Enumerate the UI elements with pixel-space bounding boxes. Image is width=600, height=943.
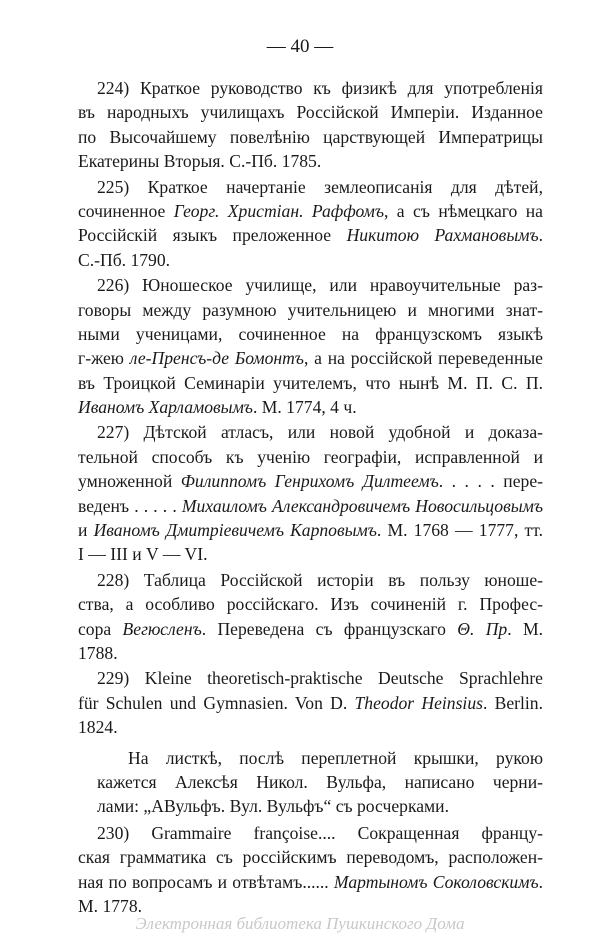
italic-name-text: ле-Пренсъ-де Бомонтъ bbox=[129, 348, 304, 369]
text-segment: На листкѣ, послѣ переплетной крышки, рукою bbox=[128, 747, 543, 768]
italic-name-text: Никитою Рахмановымъ bbox=[346, 225, 539, 246]
text-line bbox=[78, 592, 543, 616]
italic-name-text: Иваномъ Харламовымъ bbox=[78, 397, 253, 418]
text-line bbox=[78, 298, 543, 322]
text-segment: и bbox=[78, 520, 94, 541]
handwritten-note-paragraph bbox=[78, 746, 543, 819]
bibliography-entry bbox=[78, 666, 543, 739]
text-line bbox=[78, 175, 543, 199]
text-line bbox=[78, 518, 543, 542]
text-segment: ства, а особливо россійскаго. Изъ сочиненій г. Профес- bbox=[78, 594, 543, 615]
bibliography-entry bbox=[78, 175, 543, 273]
text-segment: умноженной bbox=[78, 471, 181, 492]
text-segment: веденъ . . . . . bbox=[78, 495, 182, 516]
text-line bbox=[78, 845, 543, 869]
text-segment: въ народныхъ училищахъ Россійской Имперіи. Изданное bbox=[78, 102, 543, 123]
text-segment: ными ученицами, сочиненное на французскомъ языкѣ bbox=[78, 323, 543, 344]
text-line bbox=[78, 746, 543, 770]
italic-name-text: Иваномъ Дмитріевичемъ Карповымъ bbox=[93, 520, 377, 541]
text-segment: тельной способъ къ ученію географіи, исправленной и bbox=[78, 446, 543, 467]
text-line bbox=[78, 641, 543, 665]
text-line bbox=[78, 445, 543, 469]
italic-name-text: Θ. Пр bbox=[457, 618, 508, 639]
text-line bbox=[78, 125, 543, 149]
italic-name-text: Theodor Heinsius bbox=[354, 692, 483, 713]
text-line bbox=[78, 273, 543, 297]
text-segment: . Переведена съ французскаго bbox=[201, 618, 458, 639]
text-line bbox=[78, 149, 543, 173]
text-segment: 227) Дѣтской атласъ, или новой удобной и доказа- bbox=[97, 422, 543, 443]
text-segment: сочиненное bbox=[78, 200, 174, 221]
text-segment: ская грамматика съ россійскимъ переводомъ, расположен- bbox=[78, 847, 543, 868]
text-segment: 228) Таблица Россійской исторіи въ пользу юноше- bbox=[97, 569, 543, 590]
library-watermark: Электронная библиотека Пушкинского Дома bbox=[135, 914, 465, 933]
text-segment: . М. bbox=[507, 618, 543, 639]
text-line bbox=[78, 223, 543, 247]
text-line bbox=[78, 494, 543, 518]
text-line bbox=[78, 420, 543, 444]
text-line bbox=[78, 76, 543, 100]
page-body bbox=[78, 76, 543, 919]
bibliography-entry bbox=[78, 273, 543, 419]
text-line bbox=[78, 617, 543, 641]
text-line bbox=[78, 568, 543, 592]
text-segment: 225) Краткое начертаніе землеописанія для дѣтей, bbox=[97, 176, 543, 197]
text-segment: . bbox=[538, 871, 543, 892]
text-line bbox=[78, 770, 543, 794]
text-line bbox=[78, 715, 543, 739]
text-segment: , а на россійской переведенные bbox=[303, 348, 543, 369]
italic-name-text: Михаиломъ Александровичемъ Новосильцовымъ bbox=[181, 495, 543, 516]
text-line bbox=[78, 199, 543, 223]
text-segment: по Высочайшему повелѣнію царствующей Императрицы bbox=[78, 126, 543, 147]
text-line bbox=[78, 469, 543, 493]
text-line bbox=[78, 395, 543, 419]
text-line bbox=[78, 346, 543, 370]
page-number: — 40 — bbox=[266, 36, 334, 57]
text-segment: въ Троицкой Семинаріи учителемъ, что нынѣ М. П. С. П. bbox=[78, 372, 543, 393]
text-segment: С.-Пб. 1790. bbox=[78, 249, 171, 270]
text-line bbox=[78, 248, 543, 272]
text-segment: г-жею bbox=[78, 348, 130, 369]
bibliography-entry bbox=[78, 568, 543, 666]
bibliography-entry bbox=[78, 76, 543, 174]
text-segment: für Schulen und Gymnasien. Von D. bbox=[78, 692, 355, 713]
text-segment: . Berlin. bbox=[482, 692, 544, 713]
text-line bbox=[78, 371, 543, 395]
text-segment: I — III и V — VI. bbox=[78, 544, 208, 565]
text-segment: , а съ нѣмецкаго на bbox=[384, 200, 543, 221]
italic-name-text: Филиппомъ Генрихомъ Дилтеемъ bbox=[180, 471, 439, 492]
italic-name-text: Мартыномъ Соколовскимъ bbox=[333, 871, 539, 892]
italic-name-text: Вегюсленъ bbox=[122, 618, 202, 639]
text-segment: говоры между разумною учительницею и многими знат- bbox=[78, 299, 543, 320]
text-segment: 1824. bbox=[78, 717, 118, 738]
text-segment: 226) Юношеское училище, или нравоучительные раз- bbox=[97, 275, 543, 296]
italic-name-text: Георг. Христіан. Раффомъ bbox=[173, 200, 384, 221]
text-line bbox=[78, 666, 543, 690]
text-line bbox=[78, 542, 543, 566]
text-segment: . bbox=[538, 225, 543, 246]
text-line bbox=[78, 691, 543, 715]
text-segment: ная по вопросамъ и отвѣтамъ...... bbox=[78, 871, 334, 892]
bibliography-entry bbox=[78, 420, 543, 566]
text-segment: М. 1778. bbox=[78, 895, 143, 916]
text-line bbox=[78, 821, 543, 845]
text-segment: 224) Краткое руководство къ физикѣ для употребленія bbox=[97, 78, 543, 98]
bibliography-entry bbox=[78, 821, 543, 919]
text-segment: . . . . . пере- bbox=[438, 471, 543, 492]
text-segment: 1788. bbox=[78, 642, 118, 663]
text-segment: . М. 1768 — 1777, тт. bbox=[376, 520, 543, 541]
text-line bbox=[78, 794, 543, 818]
text-line bbox=[78, 870, 543, 894]
text-segment: 230) Grammaire françoise.... Сокращенная францу- bbox=[97, 822, 543, 843]
text-segment: 229) Kleine theoretisch-praktische Deutsche Sprachlehre bbox=[97, 668, 543, 689]
text-segment: сора bbox=[78, 618, 123, 639]
text-line bbox=[78, 100, 543, 124]
text-segment: Екатерины Вторыя. С.-Пб. 1785. bbox=[78, 151, 322, 172]
text-line bbox=[78, 322, 543, 346]
text-segment: кажется Алексѣя Никол. Вульфа, написано черни- bbox=[97, 771, 543, 792]
text-segment: . М. 1774, 4 ч. bbox=[252, 397, 357, 418]
text-segment: Россійскій языкъ преложенное bbox=[78, 225, 347, 246]
text-segment: лами: „АВульфъ. Вул. Вульфъ“ съ росчерками. bbox=[97, 796, 449, 817]
